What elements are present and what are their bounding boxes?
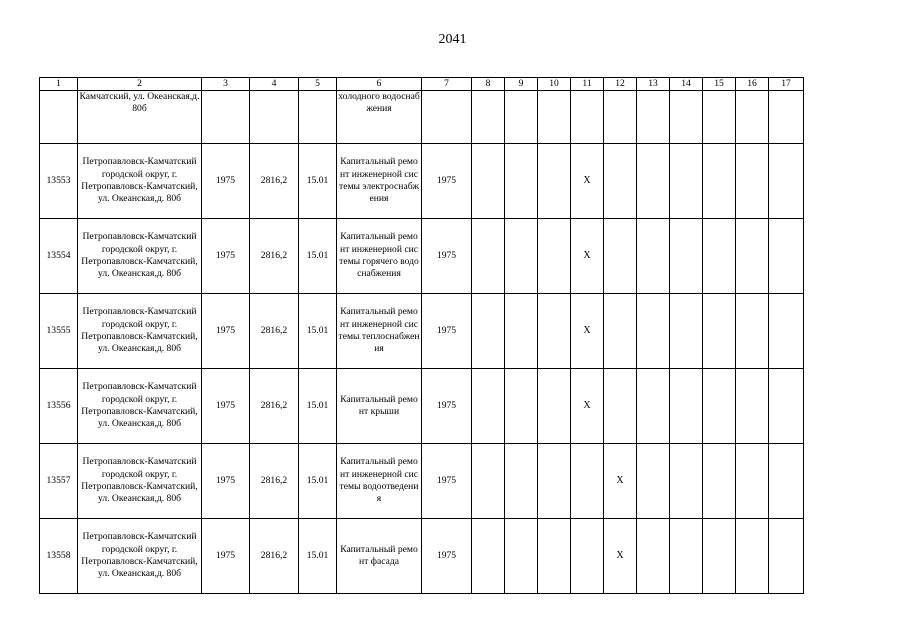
cell-year-built: 1975: [202, 294, 250, 369]
cell-empty: [736, 219, 769, 294]
cell-empty: [703, 144, 736, 219]
cell-empty: [703, 369, 736, 444]
cell-empty: [472, 294, 505, 369]
column-header: 9: [505, 78, 538, 91]
cell-empty: [505, 519, 538, 594]
cell-year-built: [202, 91, 250, 144]
cell-area: 2816,2: [250, 369, 299, 444]
cell-work-type: Капитальный ремонт инженерной системы водоотведения: [337, 444, 422, 519]
registry-table: [39, 77, 804, 594]
cell-empty: [505, 219, 538, 294]
cell-id: 13555: [40, 294, 78, 369]
cell-empty: [703, 219, 736, 294]
column-header: 2: [78, 78, 202, 91]
cell-empty: [538, 294, 571, 369]
table-row: [40, 144, 804, 219]
cell-col11-mark: [571, 444, 604, 519]
cell-year-built: 1975: [202, 519, 250, 594]
cell-id: 13554: [40, 219, 78, 294]
cell-empty: [472, 519, 505, 594]
cell-year: [422, 91, 472, 144]
cell-empty: [703, 294, 736, 369]
cell-address: Петропавловск-Камчатский городской округ, г. Петропавловск-Камчатский, ул. Океанская,д. 80б: [78, 144, 202, 219]
cell-id: 13558: [40, 519, 78, 594]
cell-empty: [670, 91, 703, 144]
cell-empty: [637, 294, 670, 369]
cell-area: 2816,2: [250, 519, 299, 594]
cell-empty: [769, 219, 804, 294]
cell-empty: [769, 91, 804, 144]
column-header: 1: [40, 78, 78, 91]
cell-empty: [472, 144, 505, 219]
cell-empty: [472, 91, 505, 144]
cell-year: 1975: [422, 219, 472, 294]
cell-col11-mark: X: [571, 144, 604, 219]
cell-empty: [538, 219, 571, 294]
cell-year: 1975: [422, 144, 472, 219]
cell-year: 1975: [422, 294, 472, 369]
cell-area: 2816,2: [250, 444, 299, 519]
column-header: 11: [571, 78, 604, 91]
cell-empty: [538, 144, 571, 219]
table-row: [40, 369, 804, 444]
cell-empty: [769, 144, 804, 219]
cell-year-built: 1975: [202, 219, 250, 294]
column-header: 13: [637, 78, 670, 91]
column-header: 8: [472, 78, 505, 91]
cell-work-type: Капитальный ремонт инженерной системы горячего водоснабжения: [337, 219, 422, 294]
cell-empty: [736, 144, 769, 219]
cell-col11-mark: X: [571, 219, 604, 294]
cell-empty: [736, 91, 769, 144]
cell-empty: [703, 519, 736, 594]
cell-col12-mark: [604, 369, 637, 444]
cell-empty: [472, 369, 505, 444]
table-row: [40, 519, 804, 594]
cell-address: Камчатский, ул. Океанская,д. 80б: [78, 91, 202, 144]
cell-area: 2816,2: [250, 144, 299, 219]
column-number-row: [40, 78, 804, 91]
cell-year-built: 1975: [202, 144, 250, 219]
column-header: 3: [202, 78, 250, 91]
cell-id: [40, 91, 78, 144]
cell-empty: [670, 369, 703, 444]
cell-col12-mark: [604, 219, 637, 294]
cell-empty: [769, 369, 804, 444]
cell-year-built: 1975: [202, 369, 250, 444]
cell-empty: [670, 444, 703, 519]
cell-work-type: холодного водоснабжения: [337, 91, 422, 144]
cell-empty: [637, 219, 670, 294]
cell-empty: [505, 91, 538, 144]
cell-area: 2816,2: [250, 219, 299, 294]
cell-work-type: Капитальный ремонт инженерной системы электроснабжения: [337, 144, 422, 219]
cell-empty: [472, 444, 505, 519]
column-header: 12: [604, 78, 637, 91]
cell-empty: [769, 519, 804, 594]
cell-area: [250, 91, 299, 144]
cell-address: Петропавловск-Камчатский городской округ, г. Петропавловск-Камчатский, ул. Океанская,д. 80б: [78, 444, 202, 519]
page-number: 2041: [438, 32, 467, 47]
cell-empty: [736, 519, 769, 594]
cell-col12-mark: [604, 294, 637, 369]
cell-empty: [703, 444, 736, 519]
column-header: 4: [250, 78, 299, 91]
cell-empty: [637, 519, 670, 594]
cell-empty: [538, 369, 571, 444]
column-header: 16: [736, 78, 769, 91]
cell-area: 2816,2: [250, 294, 299, 369]
cell-id: 13557: [40, 444, 78, 519]
cell-col12-mark: [604, 144, 637, 219]
cell-empty: [769, 444, 804, 519]
cell-work-type: Капитальный ремонт крыши: [337, 369, 422, 444]
table-row: [40, 444, 804, 519]
column-header: 5: [299, 78, 337, 91]
cell-empty: [703, 91, 736, 144]
table-row: [40, 294, 804, 369]
cell-work-type: Капитальный ремонт инженерной системы теплоснабжения: [337, 294, 422, 369]
table-row: [40, 219, 804, 294]
continuation-row: [40, 91, 804, 144]
cell-address: Петропавловск-Камчатский городской округ, г. Петропавловск-Камчатский, ул. Океанская,д. 80б: [78, 294, 202, 369]
cell-empty: [637, 369, 670, 444]
cell-col12-mark: X: [604, 519, 637, 594]
cell-work-type: Капитальный ремонт фасада: [337, 519, 422, 594]
column-header: 17: [769, 78, 804, 91]
cell-address: Петропавловск-Камчатский городской округ, г. Петропавловск-Камчатский, ул. Океанская,д. 80б: [78, 369, 202, 444]
cell-col11: [571, 91, 604, 144]
cell-empty: [538, 91, 571, 144]
cell-empty: [769, 294, 804, 369]
cell-empty: [637, 91, 670, 144]
cell-empty: [472, 219, 505, 294]
cell-empty: [505, 144, 538, 219]
cell-col11-mark: X: [571, 294, 604, 369]
cell-empty: [637, 444, 670, 519]
cell-year: 1975: [422, 519, 472, 594]
cell-empty: [670, 294, 703, 369]
cell-id: 13556: [40, 369, 78, 444]
cell-empty: [670, 219, 703, 294]
cell-address: Петропавловск-Камчатский городской округ, г. Петропавловск-Камчатский, ул. Океанская,д. 80б: [78, 519, 202, 594]
column-header: 6: [337, 78, 422, 91]
cell-empty: [505, 444, 538, 519]
cell-code: 15.01: [299, 519, 337, 594]
cell-empty: [736, 444, 769, 519]
cell-code: [299, 91, 337, 144]
cell-empty: [670, 519, 703, 594]
cell-col11-mark: [571, 519, 604, 594]
cell-empty: [736, 294, 769, 369]
column-header: 7: [422, 78, 472, 91]
cell-col12: [604, 91, 637, 144]
cell-code: 15.01: [299, 144, 337, 219]
cell-empty: [538, 444, 571, 519]
cell-empty: [736, 369, 769, 444]
cell-year: 1975: [422, 444, 472, 519]
cell-empty: [670, 144, 703, 219]
cell-code: 15.01: [299, 294, 337, 369]
cell-code: 15.01: [299, 444, 337, 519]
cell-empty: [505, 369, 538, 444]
cell-year-built: 1975: [202, 444, 250, 519]
column-header: 15: [703, 78, 736, 91]
cell-code: 15.01: [299, 219, 337, 294]
cell-empty: [538, 519, 571, 594]
cell-col12-mark: X: [604, 444, 637, 519]
cell-empty: [505, 294, 538, 369]
cell-address: Петропавловск-Камчатский городской округ, г. Петропавловск-Камчатский, ул. Океанская,д. 80б: [78, 219, 202, 294]
cell-col11-mark: X: [571, 369, 604, 444]
cell-year: 1975: [422, 369, 472, 444]
column-header: 14: [670, 78, 703, 91]
cell-id: 13553: [40, 144, 78, 219]
column-header: 10: [538, 78, 571, 91]
cell-code: 15.01: [299, 369, 337, 444]
cell-empty: [637, 144, 670, 219]
